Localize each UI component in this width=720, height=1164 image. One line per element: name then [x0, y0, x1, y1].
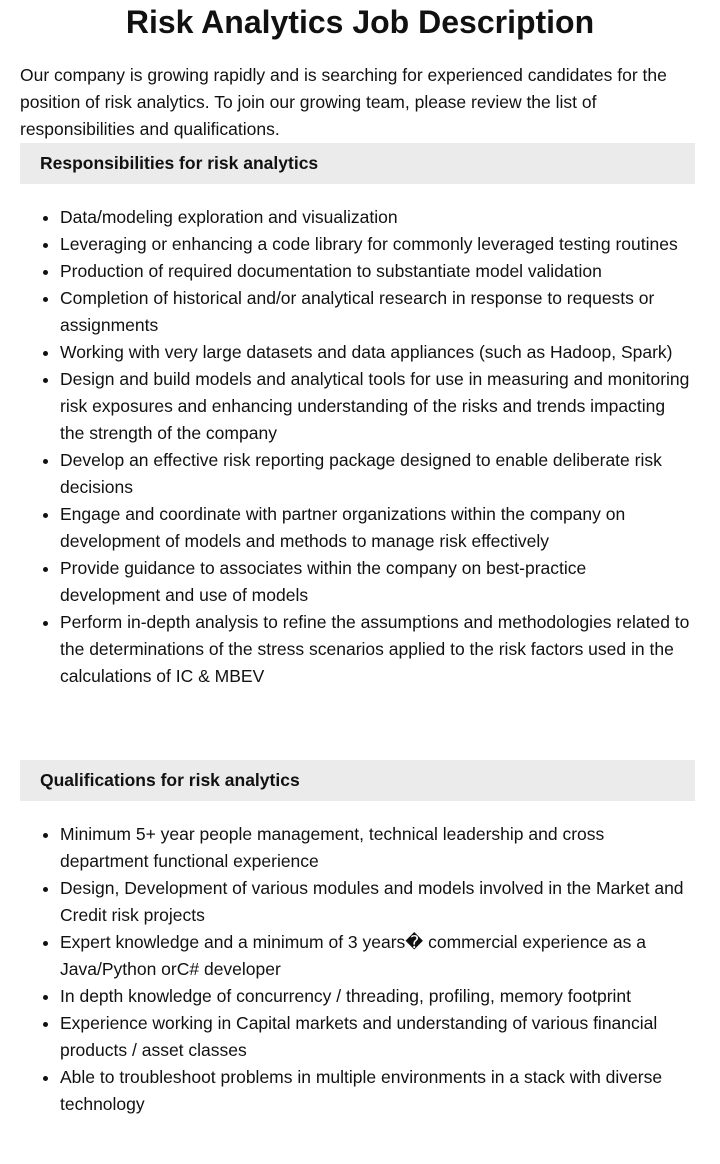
list-item: • Leveraging or enhancing a code library for commonly leveraged testing routines: [60, 231, 695, 258]
responsibilities-list: [20, 204, 695, 758]
list-item: • Working with very large datasets and data appliances (such as Hadoop, Spark): [60, 339, 695, 366]
list-item: • Expert knowledge and a minimum of 3 years� commercial experience as a Java/Python orC# developer: [60, 929, 695, 983]
page-title: Risk Analytics Job Description: [125, 4, 595, 40]
list-item: • Completion of historical and/or analytical research in response to requests or assignments: [60, 285, 695, 339]
list-item: • Perform in-depth analysis to refine the assumptions and methodologies related to the determinations of the stress scenarios applied to the risk factors used in the calculations of IC & MBEV: [60, 609, 695, 690]
list-item: • Engage and coordinate with partner organizations within the company on development of models and methods to manage risk effectively: [60, 501, 695, 555]
list-item: • Minimum 5+ year people management, technical leadership and cross department functional experience: [60, 821, 695, 875]
list-item: • Design, Development of various modules and models involved in the Market and Credit risk projects: [60, 875, 695, 929]
list-item: • Able to troubleshoot problems in multiple environments in a stack with diverse technology: [60, 1064, 695, 1118]
list-item: • Data/modeling exploration and visualization: [60, 204, 695, 231]
list-item: • Design and build models and analytical tools for use in measuring and monitoring risk exposures and enhancing understanding of the risks and trends impacting the strength of the company: [60, 366, 695, 447]
list-item: • Experience working in Capital markets and understanding of various financial products / asset classes: [60, 1010, 695, 1064]
qualifications-heading: Qualifications for risk analytics: [20, 760, 695, 801]
list-item: • Develop an effective risk reporting package designed to enable deliberate risk decisions: [60, 447, 695, 501]
list-item: • Provide guidance to associates within the company on best-practice development and use of models: [60, 555, 695, 609]
list-item: • Production of required documentation to substantiate model validation: [60, 258, 695, 285]
qualifications-list: [20, 821, 695, 1118]
responsibilities-heading: Responsibilities for risk analytics: [20, 143, 695, 184]
list-item: • In depth knowledge of concurrency / threading, profiling, memory footprint: [60, 983, 695, 1010]
intro-paragraph: Our company is growing rapidly and is searching for experienced candidates for the position of risk analytics. To join our growing team, please review the list of responsibilities and qualifications.: [20, 65, 667, 139]
